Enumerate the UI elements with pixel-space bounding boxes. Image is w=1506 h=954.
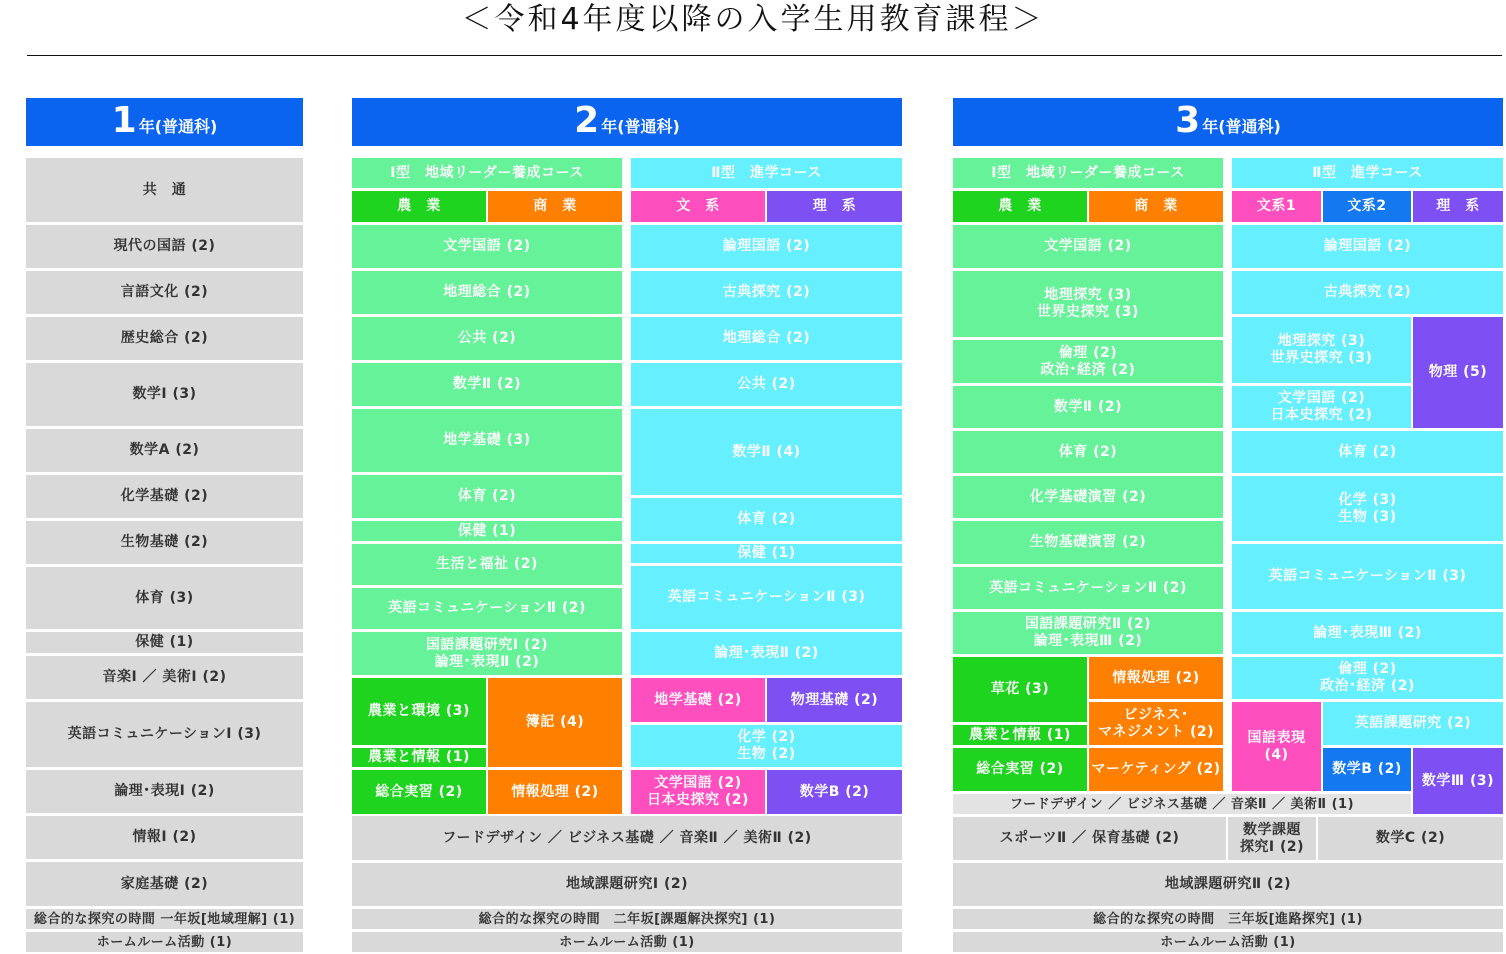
y2-subject: 数学Ⅱ (4) [631, 409, 902, 495]
year3-number: 3 [1175, 100, 1201, 141]
y3-subject: 論理･表現Ⅲ (2) [1232, 612, 1503, 654]
y2-elective: フードデザイン ／ ビジネス基礎 ／ 音楽Ⅱ ／ 美術Ⅱ (2) [352, 816, 902, 860]
y3-chiiki: 地域課題研究Ⅱ (2) [953, 863, 1503, 906]
y3-subject: 物理 (5) [1413, 317, 1503, 428]
y1-subject: 保健 (1) [26, 632, 303, 653]
y1-subject: 化学基礎 (2) [26, 475, 303, 518]
y2-subject: 化学 (2) 生物 (2) [631, 725, 902, 767]
y3-tankyu: 総合的な探究の時間 三年坂[進路探究] (1) [953, 909, 1503, 929]
y2-track-shogyo: 商 業 [488, 191, 622, 222]
year1-header [26, 98, 303, 146]
y2-subject: 公共 (2) [631, 363, 902, 406]
y3-subject: 文学国語 (2) 日本史探究 (2) [1232, 386, 1411, 428]
year1-number: 1 [111, 100, 137, 141]
y2-course-type2: Ⅱ型 進学コース [631, 158, 902, 188]
year3-label: 年(普通科) [1202, 117, 1281, 136]
y3-track-nogyo: 農 業 [953, 191, 1087, 222]
y3-subject: 国語表現 (4) [1232, 702, 1321, 791]
y2-subject: 生活と福祉 (2) [352, 544, 622, 585]
y1-subject: 数学A (2) [26, 429, 303, 472]
y3-elective: フードデザイン ／ ビジネス基礎 ／ 音楽Ⅱ ／ 美術Ⅱ (1) [953, 794, 1411, 814]
y3-subject: 農業と情報 (1) [953, 725, 1087, 745]
y3-subject: マーケティング (2) [1089, 748, 1223, 791]
y2-hr: ホームルーム活動 (1) [352, 932, 902, 952]
y3-track-bunkei1: 文系1 [1232, 191, 1321, 222]
y1-subject: 総合的な探究の時間 一年坂[地域理解] (1) [26, 909, 303, 929]
y3-subject: 草花 (3) [953, 657, 1087, 722]
y3-subject: 数学Ⅱ (2) [953, 386, 1223, 428]
y3-track-shogyo: 商 業 [1089, 191, 1223, 222]
year3-header [953, 98, 1503, 146]
y3-subject: 倫理 (2) 政治･経済 (2) [953, 340, 1223, 383]
y3-subject: 国語課題研究Ⅱ (2) 論理･表現Ⅲ (2) [953, 612, 1223, 654]
y1-subject: 数学Ⅰ (3) [26, 363, 303, 426]
y3-course-type1: Ⅰ型 地域リーダー養成コース [953, 158, 1223, 188]
y3-subject: 数学B (2) [1323, 748, 1411, 791]
y2-subject: 論理国語 (2) [631, 225, 902, 268]
y2-subject: 地理総合 (2) [631, 317, 902, 360]
y1-subject: 歴史総合 (2) [26, 317, 303, 360]
y2-subject: 国語課題研究Ⅰ (2) 論理･表現Ⅱ (2) [352, 632, 622, 675]
y3-track-rikei: 理 系 [1413, 191, 1503, 222]
y2-track-nogyo: 農 業 [352, 191, 486, 222]
y2-subject: 総合実習 (2) [352, 770, 486, 814]
y2-subject: 英語コミュニケーションⅡ (3) [631, 566, 902, 629]
y2-course-type1: Ⅰ型 地域リーダー養成コース [352, 158, 622, 188]
y2-track-bunkei: 文 系 [631, 191, 765, 222]
y2-subject: 農業と環境 (3) [352, 678, 486, 745]
y1-subject: 情報Ⅰ (2) [26, 816, 303, 859]
y2-subject: 体育 (2) [352, 475, 622, 518]
y2-subject: 古典探究 (2) [631, 271, 902, 314]
y1-subject: ホームルーム活動 (1) [26, 932, 303, 952]
y3-subject: 体育 (2) [1232, 431, 1503, 473]
y2-subject: 公共 (2) [352, 317, 622, 360]
y1-subject: 言語文化 (2) [26, 271, 303, 314]
y1-subject: 英語コミュニケーションⅠ (3) [26, 702, 303, 767]
y3-sports: スポーツⅡ ／ 保育基礎 (2) [953, 817, 1226, 860]
year2-number: 2 [574, 100, 600, 141]
y2-subject: 情報処理 (2) [488, 770, 622, 814]
y2-subject: 体育 (2) [631, 498, 902, 541]
y1-subject: 論理･表現Ⅰ (2) [26, 770, 303, 813]
y3-course-type2: Ⅱ型 進学コース [1232, 158, 1503, 188]
y3-subject: 化学 (3) 生物 (3) [1232, 476, 1503, 541]
y2-subject: 地理総合 (2) [352, 271, 622, 314]
y1-subject: 体育 (3) [26, 567, 303, 629]
y3-subject: 論理国語 (2) [1232, 225, 1503, 268]
y2-subject: 地学基礎 (2) [631, 678, 765, 722]
y3-subject: 数学Ⅲ (3) [1413, 748, 1503, 814]
y3-hr: ホームルーム活動 (1) [953, 932, 1503, 952]
y2-subject: 保健 (1) [352, 521, 622, 541]
y2-subject: 論理･表現Ⅱ (2) [631, 632, 902, 675]
title-underline [27, 55, 1502, 56]
y3-subject: 地理探究 (3) 世界史探究 (3) [1232, 317, 1411, 383]
y3-subject: 総合実習 (2) [953, 748, 1087, 791]
y3-track-bunkei2: 文系2 [1323, 191, 1411, 222]
y1-subject: 音楽Ⅰ ／ 美術Ⅰ (2) [26, 656, 303, 699]
y3-subject: 生物基礎演習 (2) [953, 521, 1223, 564]
y3-mathC: 数学C (2) [1318, 817, 1503, 860]
y3-subject: 英語コミュニケーションⅡ (2) [953, 567, 1223, 609]
y2-subject: 物理基礎 (2) [767, 678, 902, 722]
y1-subject: 生物基礎 (2) [26, 521, 303, 564]
y2-track-rikei: 理 系 [767, 191, 902, 222]
y3-subject: 倫理 (2) 政治･経済 (2) [1232, 657, 1503, 699]
y2-subject: 英語コミュニケーションⅡ (2) [352, 588, 622, 629]
y2-subject: 数学B (2) [767, 770, 902, 814]
y2-subject: 農業と情報 (1) [352, 748, 486, 767]
y1-subject: 家庭基礎 (2) [26, 862, 303, 906]
y3-subject: 化学基礎演習 (2) [953, 476, 1223, 518]
y2-subject: 簿記 (4) [488, 678, 622, 767]
y3-subject: 文学国語 (2) [953, 225, 1223, 268]
y3-subject: ビジネス･ マネジメント (2) [1089, 702, 1223, 745]
year2-header [352, 98, 902, 146]
y2-subject: 文学国語 (2) [352, 225, 622, 268]
year1-label: 年(普通科) [138, 117, 218, 136]
y1-subject: 現代の国語 (2) [26, 225, 303, 268]
y2-subject: 保健 (1) [631, 544, 902, 563]
y3-subject: 英語課題研究 (2) [1323, 702, 1503, 745]
y2-tankyu: 総合的な探究の時間 二年坂[課題解決探究] (1) [352, 909, 902, 929]
y3-math-kadai: 数学課題 探究Ⅰ (2) [1228, 817, 1316, 860]
y3-subject: 古典探究 (2) [1232, 271, 1503, 314]
y2-subject: 文学国語 (2) 日本史探究 (2) [631, 770, 765, 814]
y2-chiiki: 地域課題研究Ⅰ (2) [352, 863, 902, 906]
y3-subject: 英語コミュニケーションⅡ (3) [1232, 544, 1503, 609]
y2-subject: 地学基礎 (3) [352, 409, 622, 472]
y3-subject: 情報処理 (2) [1089, 657, 1223, 699]
y1-common: 共 通 [26, 158, 303, 222]
y3-subject: 地理探究 (3) 世界史探究 (3) [953, 271, 1223, 337]
year2-label: 年(普通科) [601, 117, 680, 136]
y2-subject: 数学Ⅱ (2) [352, 363, 622, 406]
page-title: ＜令和4年度以降の入学生用教育課程＞ [461, 2, 1045, 37]
y3-subject: 体育 (2) [953, 431, 1223, 473]
